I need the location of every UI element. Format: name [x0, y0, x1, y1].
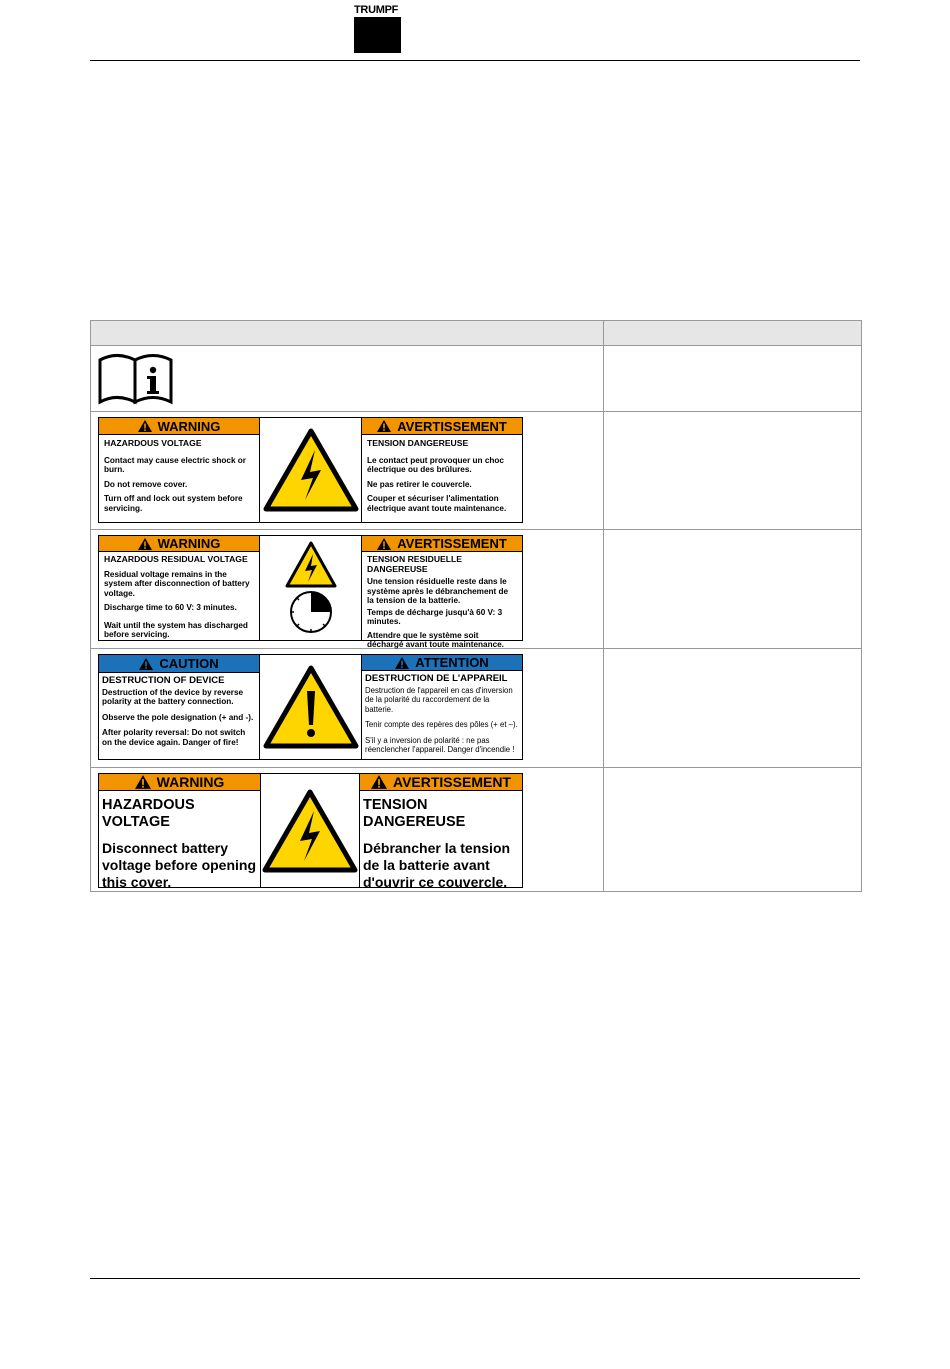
- hazard-label: [98, 773, 523, 888]
- general-hazard-icon: [263, 665, 359, 749]
- table-row: [91, 649, 862, 768]
- clock-icon: [288, 589, 334, 635]
- label-panel-symbol: [259, 418, 362, 522]
- signal-header: [362, 655, 522, 671]
- warning-triangle-icon: [377, 538, 391, 550]
- label-line: After polarity reversal: Do not switch on the device again. Danger of fire!: [102, 728, 246, 747]
- warning-triangle-icon: [371, 775, 387, 789]
- electric-hazard-icon: [263, 428, 359, 512]
- signal-word: AVERTISSEMENT: [393, 774, 511, 790]
- label-line: Le contact peut provoquer un choc électrique ou des brûlures.: [367, 455, 504, 474]
- label-line: Observe the pole designation (+ and -).: [102, 712, 254, 722]
- label-line: Disconnect battery voltage before opening this cover.: [102, 840, 257, 890]
- label-title: HAZARDOUS VOLTAGE: [104, 438, 202, 448]
- safety-labels-table: [90, 320, 862, 892]
- table-cell-label: [91, 530, 604, 649]
- label-panel-english: [99, 655, 259, 759]
- label-title: TENSION DANGEREUSE: [367, 438, 469, 448]
- label-panel-english: [99, 418, 259, 522]
- warning-triangle-icon: [395, 657, 409, 669]
- signal-header: [99, 418, 259, 435]
- label-line: Tenir compte des repères des pôles (+ et –).: [365, 720, 518, 729]
- label-title: DESTRUCTION DE L'APPAREIL: [365, 673, 508, 684]
- table-row: [91, 412, 862, 530]
- table-cell-note: [604, 530, 862, 649]
- label-line: Destruction of the device by reverse polarity at the battery connection.: [102, 687, 244, 706]
- label-panel-symbol: [260, 774, 360, 887]
- label-title: TENSION DANGEREUSE: [363, 797, 466, 830]
- label-title: DESTRUCTION OF DEVICE: [102, 675, 225, 686]
- signal-header: [362, 418, 522, 435]
- warning-triangle-icon: [135, 775, 151, 789]
- label-panel-symbol: [259, 655, 362, 759]
- signal-word: ATTENTION: [415, 655, 489, 670]
- signal-word: WARNING: [157, 536, 221, 551]
- label-panel-french: [362, 655, 522, 759]
- label-line: Débrancher la tension de la batterie avant d'ouvrir ce couvercle.: [363, 840, 511, 890]
- manual-info-icon: [97, 350, 177, 406]
- label-line: Ne pas retirer le couvercle.: [367, 479, 472, 489]
- hazard-label: [98, 535, 523, 649]
- signal-header: [99, 655, 259, 673]
- label-line: Do not remove cover.: [104, 479, 188, 489]
- label-panel-french: [362, 418, 522, 522]
- table-cell-note: [604, 768, 862, 892]
- signal-word: WARNING: [156, 774, 225, 790]
- label-line: S'il y a inversion de polarité : ne pas réenclencher l'appareil. Danger d'incendie !: [365, 735, 515, 754]
- label-text: [99, 552, 259, 649]
- label-line: Turn off and lock out system before servicing.: [104, 494, 243, 513]
- table-row: [91, 768, 862, 892]
- label-line: Residual voltage remains in the system after disconnection of battery voltage.: [104, 569, 250, 598]
- label-text: [99, 435, 259, 522]
- label-line: Couper et sécuriser l'alimentation électrique avant toute maintenance.: [367, 494, 507, 513]
- label-title: HAZARDOUS RESIDUAL VOLTAGE: [104, 554, 248, 564]
- label-text: [99, 791, 260, 902]
- table-cell-note: [604, 649, 862, 768]
- label-text: [362, 671, 522, 763]
- table-header-cell: [604, 321, 862, 346]
- table-row: [91, 346, 862, 412]
- table-cell-label: [91, 346, 604, 412]
- label-line: Attendre que le système soit déchargé avant toute maintenance.: [367, 630, 504, 649]
- warning-triangle-icon: [139, 658, 153, 670]
- electric-hazard-icon: [262, 786, 358, 876]
- electric-hazard-icon: [285, 541, 337, 589]
- trumpf-logo: [354, 4, 402, 53]
- label-line: Discharge time to 60 V: 3 minutes.: [104, 603, 237, 612]
- hazard-label: [98, 417, 523, 523]
- signal-word: WARNING: [157, 418, 221, 434]
- label-panel-french: [362, 536, 522, 649]
- label-line: Temps de décharge jusqu'à 60 V: 3 minutes.: [367, 607, 503, 626]
- table-cell-label: [91, 649, 604, 768]
- label-title: TENSION RESIDUELLE DANGEREUSE: [367, 554, 463, 574]
- table-cell-note: [604, 346, 862, 412]
- warning-triangle-icon: [138, 538, 152, 550]
- label-text: [362, 435, 522, 522]
- warning-triangle-icon: [377, 420, 391, 432]
- table-cell-label: [91, 768, 604, 892]
- signal-header: [99, 536, 259, 552]
- header-rule: [90, 60, 860, 61]
- label-panel-english: [99, 536, 259, 640]
- logo-text: TRUMPF: [354, 4, 399, 16]
- signal-word: AVERTISSEMENT: [397, 536, 507, 551]
- label-line: Wait until the system has discharged before servicing.: [104, 620, 248, 639]
- signal-header: [99, 774, 260, 791]
- table-header-cell: [91, 321, 604, 346]
- logo-box: [354, 17, 401, 53]
- table-row: [91, 530, 862, 649]
- label-panel-symbol: [259, 536, 362, 640]
- label-line: Contact may cause electric shock or burn.: [104, 455, 246, 474]
- label-line: Destruction de l'appareil en cas d'inversion de la polarité du raccordement de la batterie.: [365, 685, 513, 714]
- label-text: [360, 791, 522, 902]
- signal-header: [360, 774, 522, 791]
- signal-word: CAUTION: [159, 656, 219, 671]
- label-text: [362, 552, 522, 659]
- footer-rule: [90, 1278, 860, 1279]
- warning-triangle-icon: [138, 420, 152, 432]
- label-title: HAZARDOUS VOLTAGE: [102, 797, 195, 830]
- label-panel-french: [360, 774, 522, 890]
- label-line: Une tension résiduelle reste dans le système après le débranchement de la tension de la batterie.: [367, 577, 509, 605]
- hazard-label: [98, 654, 523, 760]
- signal-word: AVERTISSEMENT: [397, 418, 507, 434]
- label-text: [99, 673, 259, 755]
- label-panel-english: [99, 774, 260, 890]
- table-cell-label: [91, 412, 604, 530]
- table-cell-note: [604, 412, 862, 530]
- table-header-row: [91, 321, 862, 346]
- signal-header: [362, 536, 522, 552]
